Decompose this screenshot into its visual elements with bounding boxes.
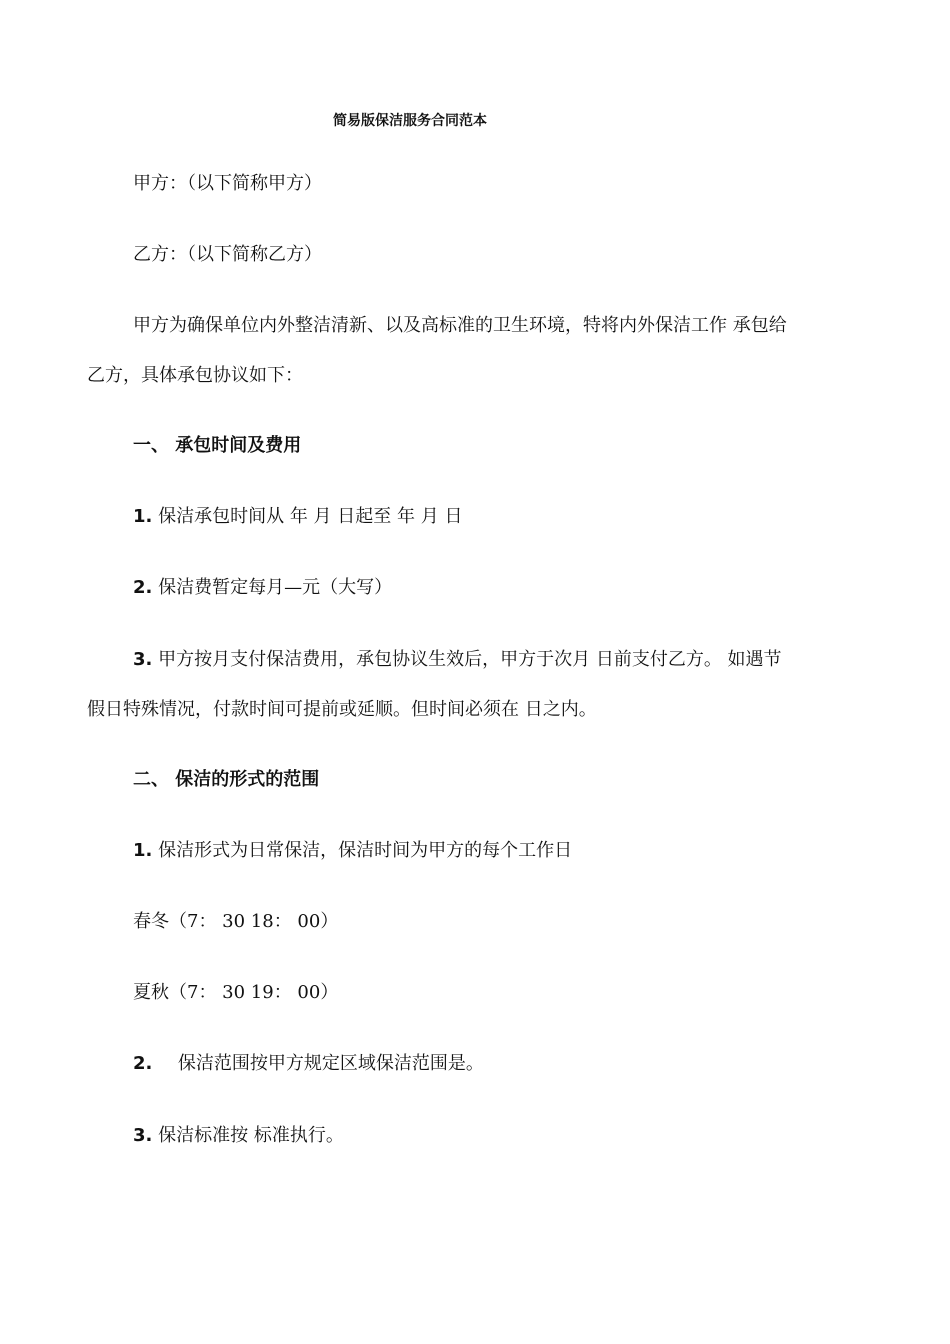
document-title: 简易版保洁服务合同范本	[333, 113, 487, 129]
party-a-line: 甲方：（以下简称甲方）	[133, 173, 322, 194]
section-1-item-1	[133, 505, 462, 529]
item-text: 保洁形式为日常保洁，保洁时间为甲方的每个工作日	[158, 840, 573, 861]
item-number: 1.	[133, 506, 153, 527]
summer-autumn-hours: 夏秋（7： 30 19： 00）	[133, 982, 339, 1003]
item-text: 保洁费暂定每月—元（大写）	[158, 577, 393, 598]
section-2-item-2	[133, 1052, 484, 1076]
item-text: 保洁范围按甲方规定区域保洁范围是。	[177, 1053, 484, 1074]
spring-winter-hours: 春冬（7： 30 18： 00）	[133, 911, 339, 932]
section-2-item-3	[133, 1124, 344, 1148]
item-text: 保洁标准按 标准执行。	[158, 1125, 344, 1146]
section-1-item-2	[133, 576, 392, 600]
item-text: 甲方按月支付保洁费用，承包协议生效后，甲方于次月 日前支付乙方。 如遇节	[158, 649, 782, 670]
intro-paragraph-line-2: 乙方，具体承包协议如下：	[87, 365, 303, 386]
party-b-line: 乙方：（以下简称乙方）	[133, 244, 322, 265]
item-number: 2.	[133, 1053, 153, 1074]
intro-paragraph-line-1: 甲方为确保单位内外整洁清新、以及高标准的卫生环境，特将内外保洁工作 承包给	[133, 315, 787, 336]
section-1-item-3-line-1	[133, 648, 782, 672]
section-1-heading: 一、 承包时间及费用	[133, 435, 302, 456]
item-number: 3.	[133, 649, 153, 670]
section-2-item-1	[133, 839, 572, 863]
section-1-item-3-line-2: 假日特殊情况，付款时间可提前或延顺。但时间必须在 日之内。	[87, 699, 597, 720]
section-2-heading: 二、 保洁的形式的范围	[133, 769, 320, 790]
item-number: 1.	[133, 840, 153, 861]
item-number: 3.	[133, 1125, 153, 1146]
item-number: 2.	[133, 577, 153, 598]
item-text: 保洁承包时间从 年 月 日起至 年 月 日	[158, 506, 463, 527]
